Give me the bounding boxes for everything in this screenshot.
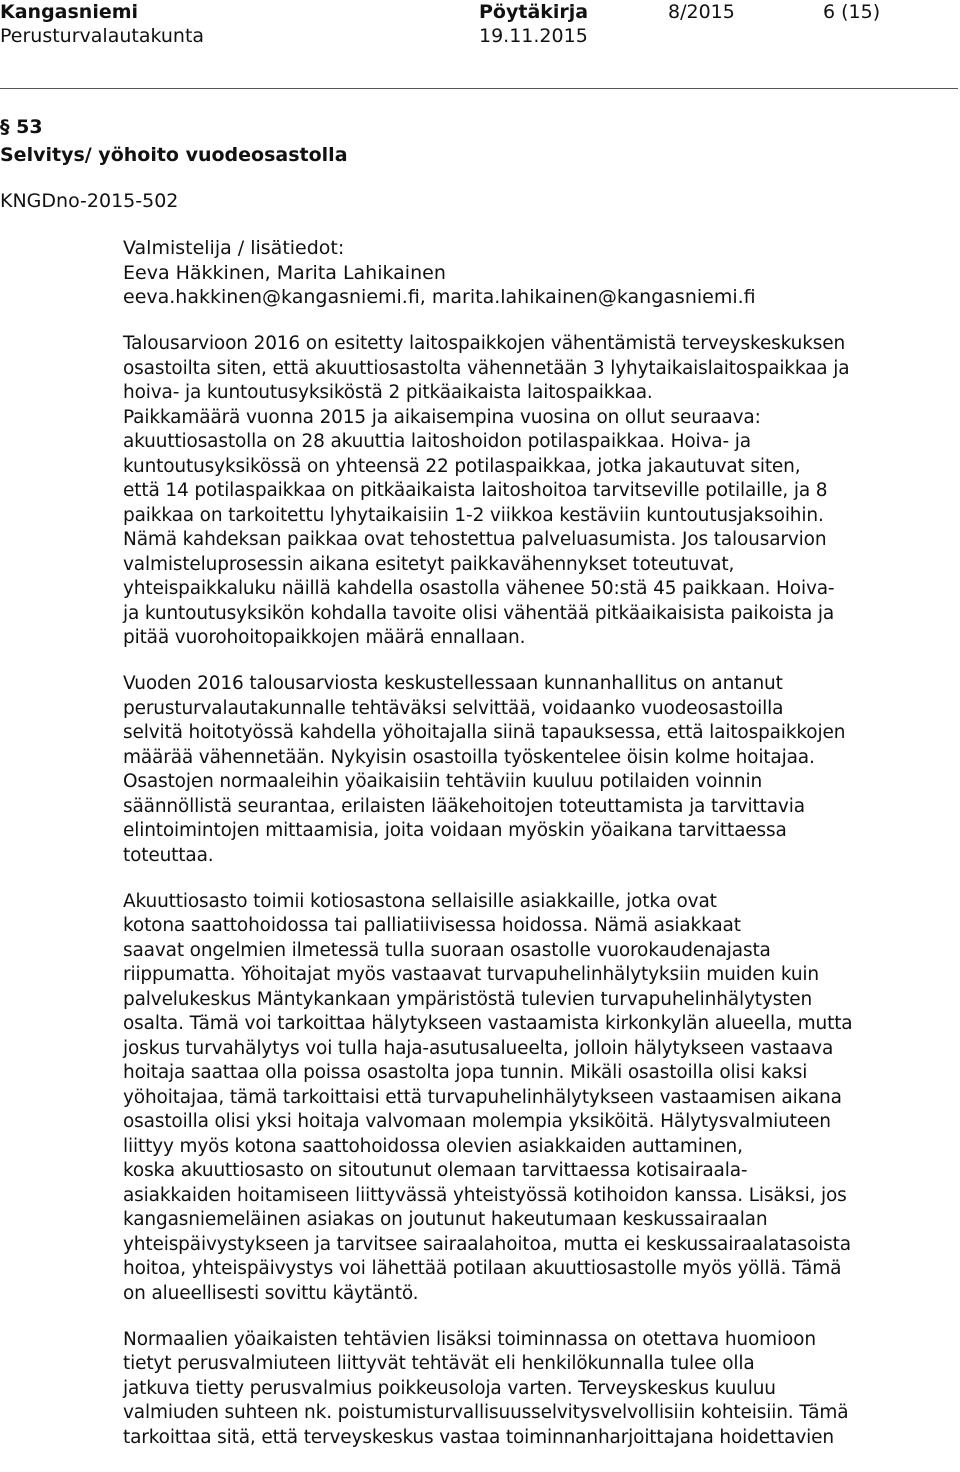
paragraph-line: osastoilta siten, että akuuttiosastolta vähennetään 3 lyhytaikaislaitospaikkaa ja <box>123 357 850 379</box>
paragraph-line: on alueellisesti sovittu käytäntö. <box>123 1282 419 1304</box>
document-body <box>123 332 943 1472</box>
paragraph-line: asiakkaiden hoitamiseen liittyvässä yhteistyössä kotihoidon kanssa. Lisäksi, jos <box>123 1184 847 1206</box>
paragraph-line: Vuoden 2016 talousarviosta keskustellessaan kunnanhallitus on antanut <box>123 673 783 694</box>
paragraph-line: toteuttaa. <box>123 844 214 866</box>
paragraph-line: kotona saattohoidossa tai palliatiivisessa hoidossa. Nämä asiakkaat <box>123 915 741 936</box>
section-number: 53 <box>16 116 43 138</box>
paragraph-line: että 14 potilaspaikkaa on pitkäaikaista laitoshoitoa tarvitseville potilaille, ja 8 <box>123 480 828 501</box>
paragraph-line: koska akuuttiosasto on sitoutunut olemaan tarvittaessa kotisairaala- <box>123 1160 748 1181</box>
paragraph-line: paikkaa on tarkoitettu lyhytaikaisiin 1-2 viikkoa kestäviin kuntoutusjaksoihin. <box>123 504 824 526</box>
document-type: Pöytäkirja <box>479 1 589 23</box>
paragraph-line: Talousarvioon 2016 on esitetty laitospaikkojen vähentämistä terveyskeskuksen <box>123 333 846 354</box>
section-number-line <box>0 113 940 141</box>
paragraph-line: Osastojen normaaleihin yöaikaisiin tehtäviin kuuluu potilaiden voinnin <box>123 771 763 792</box>
body-paragraph <box>123 672 943 868</box>
paragraph-line: saavat ongelmien ilmetessä tulla suoraan osastolle vuorokaudenajasta <box>123 939 771 961</box>
paragraph-line: yhteispäivystykseen ja tarvitsee sairaalahoitoa, mutta ei keskussairaalatasoista <box>123 1233 851 1255</box>
minutes-number: 8/2015 <box>668 1 735 23</box>
paragraph-line: perusturvalautakunnalle tehtäväksi selvittää, voidaanko vuodeosastoilla <box>123 697 784 719</box>
section-title: Selvitys/ yöhoito vuodeosastolla <box>0 144 348 166</box>
paragraph-line: valmisteluprosessin aikana esitetyt paikkavähennykset toteutuvat, <box>123 553 735 575</box>
page-number: 6 (15) <box>823 1 881 23</box>
paragraph-line: säännöllistä seurantaa, erilaisten lääkehoitojen toteuttamista ja tarvittavia <box>123 795 805 817</box>
paragraph-line: Normaalien yöaikaisten tehtävien lisäksi toiminnassa on otettava huomioon <box>123 1328 816 1350</box>
paragraph-line: riippumatta. Yöhoitajat myös vastaavat turvapuhelinhälytyksiin muiden kuin <box>123 964 819 985</box>
paragraph-line: Paikkamäärä vuonna 2015 ja aikaisempina vuosina on ollut seuraava: <box>123 406 761 428</box>
preparer-label: Valmistelija / lisätiedot: <box>123 237 345 259</box>
paragraph-line: elintoimintojen mittaamisia, joita voidaan myöskin yöaikana tarvittaessa <box>123 820 787 841</box>
meeting-date: 19.11.2015 <box>479 25 588 47</box>
paragraph-line: jatkuva tietty perusvalmius poikkeusoloja varten. Terveyskeskus kuuluu <box>123 1377 776 1399</box>
record-id: KNGDno-2015-502 <box>0 190 179 212</box>
paragraph-line: hoitoa, yhteispäivystys voi lähettää potilaan akuuttiosastolle myös yöllä. Tämä <box>123 1258 842 1279</box>
preparer-emails: eeva.hakkinen@kangasniemi.fi, marita.lahikainen@kangasniemi.fi <box>123 286 756 308</box>
preparer-names: Eeva Häkkinen, Marita Lahikainen <box>123 261 446 284</box>
paragraph-line: yöhoitajaa, tämä tarkoittaisi että turvapuhelinhälytykseen vastaamisen aikana <box>123 1086 842 1108</box>
preparer-block <box>123 236 756 310</box>
header-divider <box>0 88 958 89</box>
paragraph-line: selvitä hoitotyössä kahdella yöhoitajalla siinä tapauksessa, että laitospaikkojen <box>123 722 846 743</box>
municipality-name: Kangasniemi <box>0 1 139 23</box>
paragraph-line: palvelukeskus Mäntykankaan ympäristöstä tulevien turvapuhelinhälytysten <box>123 988 813 1010</box>
paragraph-line: tarkoittaa sitä, että terveyskeskus vastaa toiminnanharjoittajana hoidettavien <box>123 1426 834 1448</box>
paragraph-line: kuntoutusyksikössä on yhteensä 22 potilaspaikkaa, jotka jakautuvat siten, <box>123 455 801 477</box>
paragraph-line: osastoilla olisi yksi hoitaja valvomaan molempia yksiköitä. Hälytysvalmiuteen <box>123 1111 831 1132</box>
paragraph-line: määrää vähennetään. Nykyisin osastoilla työskentelee öisin kolme hoitajaa. <box>123 746 815 768</box>
committee-name: Perusturvalautakunta <box>0 25 205 47</box>
paragraph-line: Nämä kahdeksan paikkaa ovat tehostettua palveluasumista. Jos talousarvion <box>123 529 827 550</box>
paragraph-line: ja kuntoutusyksikön kohdalla tavoite olisi vähentää pitkäaikaisista paikoista ja <box>123 602 835 624</box>
paragraph-line: joskus turvahälytys voi tulla haja-asutusalueelta, jolloin hälytykseen vastaava <box>123 1037 834 1059</box>
paragraph-line: hoiva- ja kuntoutusyksiköstä 2 pitkäaikaista laitospaikkaa. <box>123 382 653 403</box>
body-paragraph <box>123 332 943 651</box>
paragraph-line: yhteispaikkaluku näillä kahdella osastolla vähenee 50:stä 45 paikkaan. Hoiva- <box>123 578 835 599</box>
section-mark: § <box>0 116 10 138</box>
paragraph-line: valmiuden suhteen nk. poistumisturvallisuusselvitysvelvollisiin kohteisiin. Tämä <box>123 1402 849 1423</box>
paragraph-line: kangasniemeläinen asiakas on joutunut hakeutumaan keskussairaalan <box>123 1209 768 1230</box>
paragraph-line: tietyt perusvalmiuteen liittyvät tehtävät eli henkilökunnalla tulee olla <box>123 1353 755 1374</box>
paragraph-line: hoitaja saattaa olla poissa osastolta jopa tunnin. Mikäli osastoilla olisi kaksi <box>123 1062 808 1083</box>
paragraph-line: osalta. Tämä voi tarkoittaa hälytykseen vastaamista kirkonkylän alueella, mutta <box>123 1013 853 1034</box>
section-heading <box>0 113 940 169</box>
paragraph-line: Akuuttiosasto toimii kotiosastona sellaisille asiakkaille, jotka ovat <box>123 890 717 912</box>
paragraph-line: pitää vuorohoitopaikkojen määrä ennallaan. <box>123 627 526 648</box>
paragraph-line: akuuttiosastolla on 28 akuuttia laitoshoidon potilaspaikkaa. Hoiva- ja <box>123 431 751 452</box>
paragraph-line: liittyy myös kotona saattohoidossa olevien asiakkaiden auttaminen, <box>123 1135 743 1157</box>
body-paragraph <box>123 890 943 1307</box>
document-header <box>0 0 960 88</box>
body-paragraph <box>123 1328 943 1451</box>
